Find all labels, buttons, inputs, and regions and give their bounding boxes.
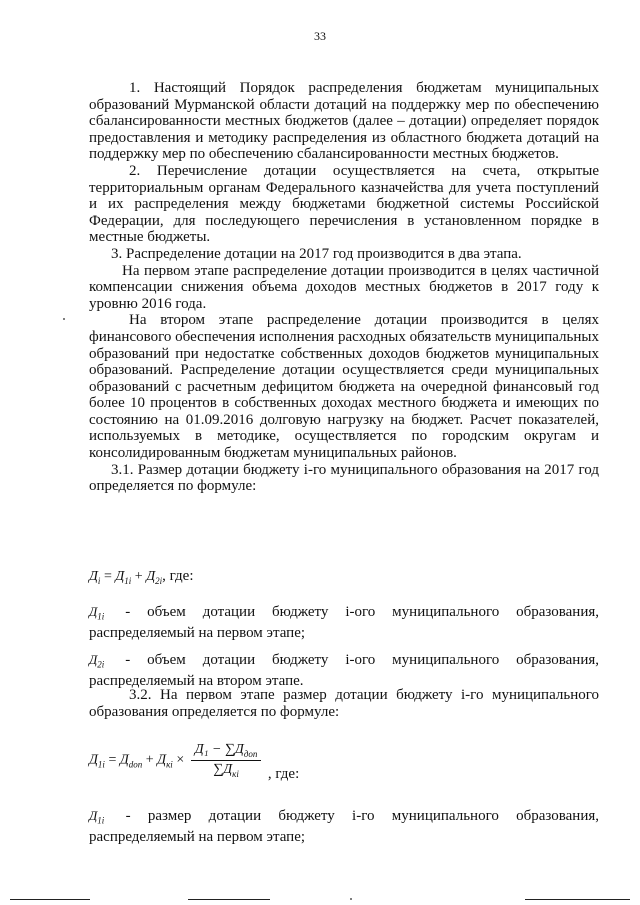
formula2-tail: , где:	[267, 765, 300, 782]
paragraph-3: 3. Распределение дотации на 2017 год производится в два этапа.	[111, 245, 522, 262]
def2-sub: 2i	[97, 659, 105, 670]
formula1-plus: +	[134, 569, 143, 584]
formula2-term2-sub: кi	[166, 759, 173, 770]
formula-total-subsidy	[89, 568, 194, 586]
formula2-lhs: Д	[89, 752, 98, 768]
formula1-tail: , где:	[162, 568, 194, 584]
def3-sym: Д	[89, 808, 98, 823]
def1-text: - объем дотации бюджету i-ого муниципального образования, распределяемый на первом этапе;	[89, 604, 600, 642]
formula1-term1: Д	[115, 569, 125, 584]
formula1-eq: =	[103, 569, 112, 584]
def2-text: - объем дотации бюджету i-ого муниципального образования, распределяемый на втором этапе.	[89, 652, 600, 690]
formula1-term2-sub: 2i	[155, 575, 163, 586]
def3-sub: 1i	[97, 815, 105, 826]
footer-rule-left	[10, 899, 90, 900]
page-number: 33	[314, 29, 326, 43]
formula2-fraction	[191, 742, 262, 779]
formula1-term2: Д	[146, 569, 156, 584]
paragraph-4: На первом этапе распределение дотации производится в целях частичной компенсации снижения объема доходов местных бюджетов в 2017 году к уровню 2016 года.	[89, 262, 599, 312]
definition-d2i	[89, 652, 599, 690]
def2-sym: Д	[89, 652, 98, 667]
formula2-eq: =	[108, 752, 117, 768]
def1-symbol	[89, 604, 105, 622]
def1-sym: Д	[89, 604, 98, 619]
def3-text: - размер дотации бюджету i-го муниципального образования, распределяемый на первом этапе;	[89, 808, 600, 846]
formula2-lhs-sub: 1i	[97, 759, 105, 770]
scan-speck	[350, 898, 352, 900]
formula2-den-text: ∑Д	[213, 761, 233, 777]
formula2-plus: +	[145, 752, 154, 768]
formula2-num-sub: доп	[243, 748, 258, 759]
formula2-den-sub: кi	[232, 768, 239, 779]
paragraph-7: 3.2. На первом этапе размер дотации бюджету i-го муниципального образования определяется по формуле:	[89, 687, 599, 720]
def3-symbol	[89, 808, 105, 826]
formula1-term1-sub: 1i	[124, 575, 132, 586]
paragraph-6: 3.1. Размер дотации бюджету i-го муниципального образования на 2017 год определяется по формуле:	[89, 461, 599, 495]
def2-symbol	[89, 652, 105, 670]
footer-rule-right	[525, 899, 630, 900]
formula2-numerator	[191, 742, 262, 761]
formula1-lhs-sub: i	[97, 575, 101, 586]
definition-d1i-first-stage	[89, 808, 599, 846]
formula2-num-text: Д₁ − ∑Д	[194, 742, 244, 757]
paragraph-2: 2. Перечисление дотации осуществляется на счета, открытые территориальным органам Федерального казначейства для учета поступлений и их распределения между бюджетами бюджетной системы Российской Федерации, для последующего перечисления в установленном порядке в местные бюджеты.	[89, 162, 599, 246]
formula2-denominator	[191, 761, 262, 779]
formula2-term2: Д	[157, 752, 167, 768]
formula1-lhs: Д	[89, 569, 98, 584]
formula2-term1-sub: doп	[128, 759, 143, 770]
body-text-block-2	[89, 687, 599, 720]
paragraph-5: На втором этапе распределение дотации производится в целях финансового обеспечения исполнения расходных обязательств муниципальных образований при недостатке собственных доходов бюджетов муниципальных образований. Распределение дотации осуществляется среди муниципальных образований с расчетным дефицитом бюджета на очередной финансовый год более 10 процентов в собственных доходах местного бюджета и имеющих по состоянию на 01.09.2016 долговую нагрузку на бюджет. Расчет показателей, используемых в методике, осуществляется по городским округам и консолидированным бюджетам муниципальных районов.	[89, 312, 599, 462]
formula2-times: ×	[176, 752, 185, 768]
formula2-term1: Д	[119, 752, 129, 768]
paragraph-1: 1. Настоящий Порядок распределения бюджетам муниципальных образований Мурманской области дотаций на поддержку мер по обеспечению сбалансированности местных бюджетов (далее – дотации) определяет порядок предоставления и методику распределения из областного бюджета дотаций на поддержку мер по обеспечению сбалансированности местных бюджетов.	[89, 80, 599, 163]
footer-rule-center	[188, 899, 270, 900]
scan-speck	[63, 318, 65, 320]
body-text-block-1	[89, 80, 599, 495]
formula-first-stage	[89, 742, 300, 782]
definition-d1i	[89, 604, 599, 642]
def1-sub: 1i	[97, 611, 105, 622]
